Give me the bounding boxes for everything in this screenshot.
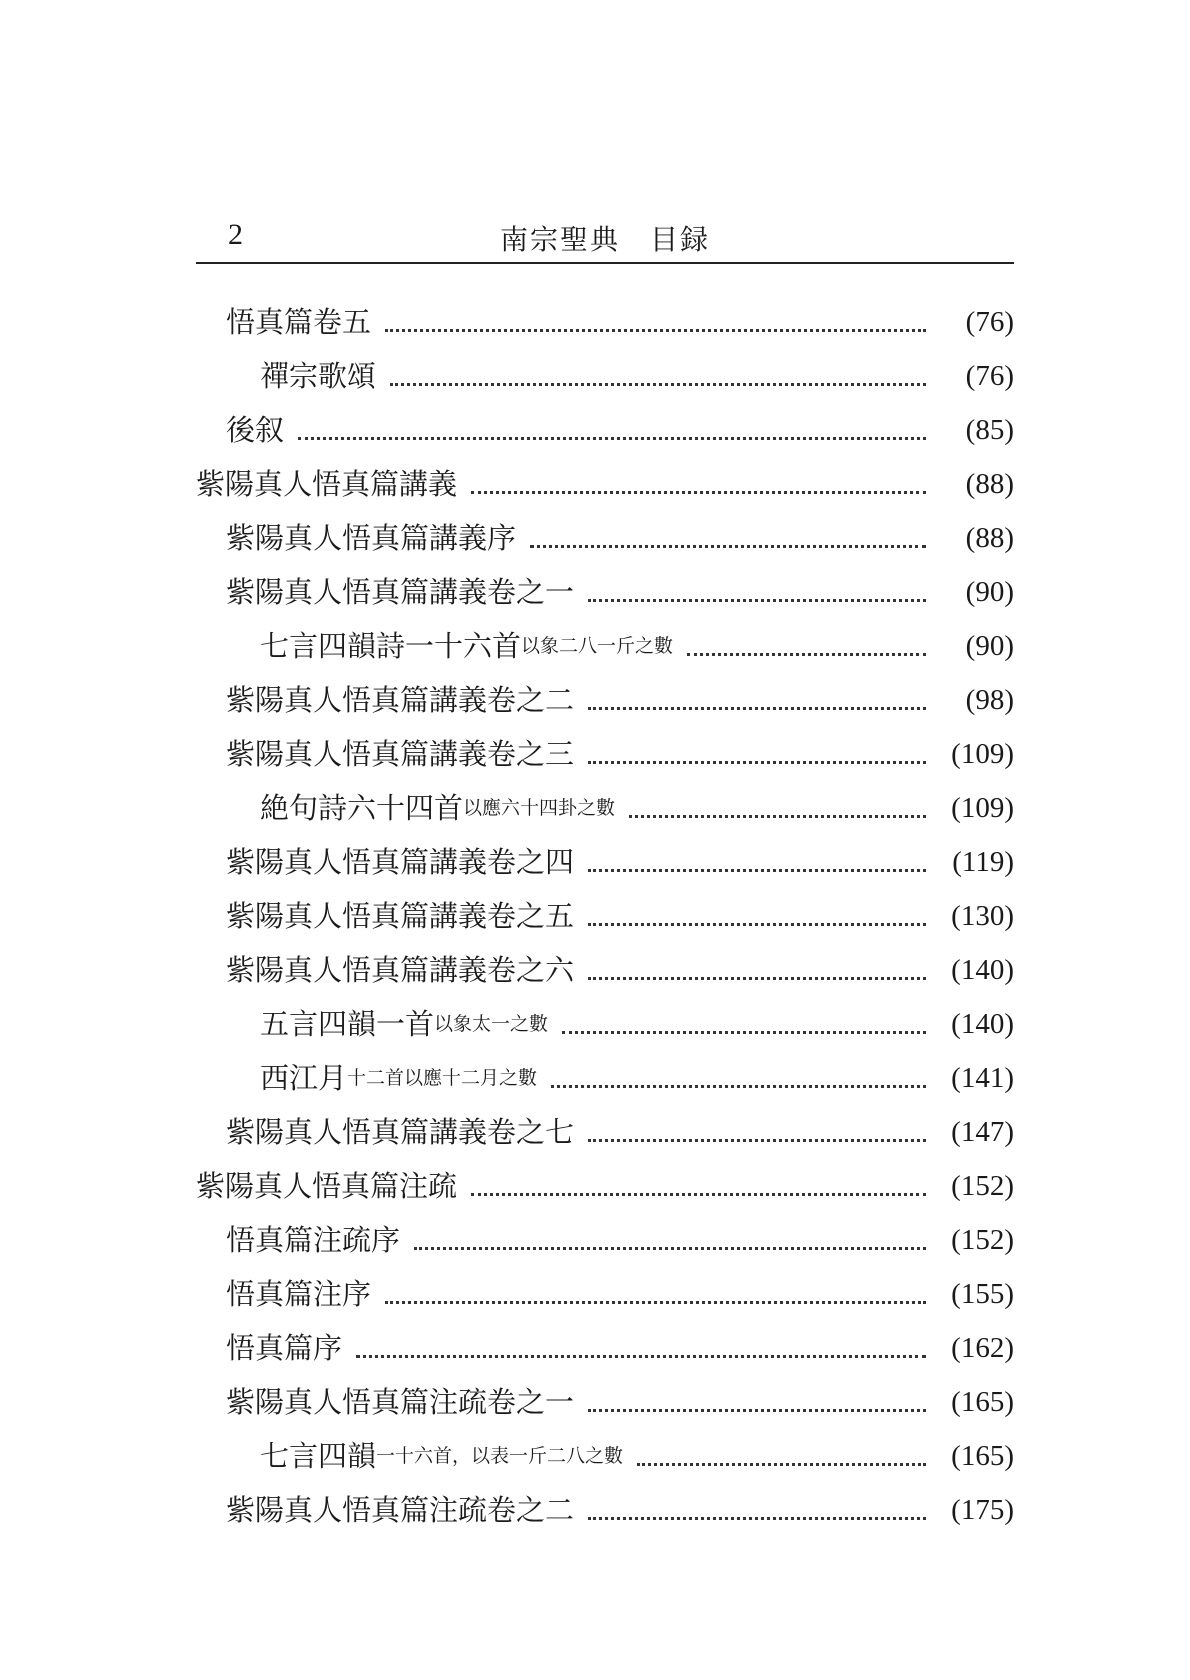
toc-entry-title: 紫陽真人悟真篇講義卷之四 — [226, 845, 575, 879]
toc-entry-title: 悟真篇注疏序 — [226, 1223, 401, 1257]
dot-leader — [637, 1463, 926, 1466]
toc-entry-title: 悟真篇注序 — [226, 1277, 372, 1311]
toc-entry-page: (76) — [965, 306, 1014, 338]
toc-entry — [196, 612, 1014, 666]
toc-entry-title: 紫陽真人悟真篇注疏 — [196, 1169, 458, 1203]
toc-entry — [196, 1260, 1014, 1314]
toc-entry-title: 紫陽真人悟真篇講義卷之三 — [226, 737, 575, 771]
dot-leader — [687, 653, 926, 656]
toc-entry-title: 禪宗歌頌 — [260, 359, 377, 393]
page-header — [196, 200, 1014, 264]
dot-leader — [385, 329, 926, 332]
toc-entry — [196, 666, 1014, 720]
toc-entry-note: 以應六十四卦之數 — [463, 797, 616, 819]
dot-leader — [414, 1247, 926, 1250]
toc-entry-page: (119) — [952, 846, 1014, 878]
page-number: 2 — [228, 218, 243, 251]
dot-leader — [530, 545, 926, 548]
toc-entry-note: 十二首以應十二月之數 — [347, 1067, 538, 1089]
toc-entry — [196, 1152, 1014, 1206]
toc-entry-page: (85) — [965, 414, 1014, 446]
toc-entry-title: 紫陽真人悟真篇注疏卷之一 — [226, 1385, 575, 1419]
toc-entry-title: 紫陽真人悟真篇講義卷之七 — [226, 1115, 575, 1149]
toc-entry-page: (90) — [965, 630, 1014, 662]
toc-entry — [196, 1476, 1014, 1530]
table-of-contents — [196, 288, 1014, 1530]
toc-entry-page: (162) — [951, 1332, 1014, 1364]
dot-leader — [629, 815, 926, 818]
toc-entry-page: (147) — [951, 1116, 1014, 1148]
toc-entry-title: 紫陽真人悟真篇講義卷之五 — [226, 899, 575, 933]
toc-entry — [196, 504, 1014, 558]
toc-entry — [196, 450, 1014, 504]
dot-leader — [551, 1085, 926, 1088]
toc-entry-title: 西江月 — [260, 1061, 348, 1095]
dot-leader — [390, 383, 926, 386]
dot-leader — [471, 1193, 926, 1196]
toc-entry-title: 後叙 — [226, 413, 285, 447]
toc-entry — [196, 342, 1014, 396]
toc-entry-page: (152) — [951, 1170, 1014, 1202]
toc-entry-page: (140) — [951, 1008, 1014, 1040]
toc-entry — [196, 1044, 1014, 1098]
toc-entry-title: 五言四韻一首 — [260, 1007, 435, 1041]
toc-entry-page: (88) — [965, 468, 1014, 500]
dot-leader — [588, 923, 926, 926]
toc-entry — [196, 774, 1014, 828]
toc-entry-page: (88) — [965, 522, 1014, 554]
toc-entry-page: (152) — [951, 1224, 1014, 1256]
toc-entry-page: (109) — [951, 738, 1014, 770]
toc-entry — [196, 1206, 1014, 1260]
toc-entry-page: (155) — [951, 1278, 1014, 1310]
toc-entry — [196, 1422, 1014, 1476]
toc-entry — [196, 882, 1014, 936]
dot-leader — [588, 977, 926, 980]
toc-entry — [196, 1368, 1014, 1422]
toc-entry — [196, 1098, 1014, 1152]
dot-leader — [562, 1031, 926, 1034]
dot-leader — [356, 1355, 926, 1358]
toc-entry — [196, 1314, 1014, 1368]
toc-entry-title: 七言四韻 — [260, 1439, 377, 1473]
toc-entry-page: (165) — [951, 1386, 1014, 1418]
toc-entry-title: 紫陽真人悟真篇講義序 — [226, 521, 517, 555]
toc-entry — [196, 990, 1014, 1044]
dot-leader — [298, 437, 926, 440]
toc-entry-page: (130) — [951, 900, 1014, 932]
toc-entry-page: (175) — [951, 1494, 1014, 1526]
toc-entry — [196, 828, 1014, 882]
toc-entry-note: 一十六首，以表一斤二八之數 — [376, 1445, 624, 1467]
toc-entry-note: 以象太一之數 — [434, 1013, 549, 1035]
toc-entry-title: 紫陽真人悟真篇講義卷之一 — [226, 575, 575, 609]
toc-entry-page: (109) — [951, 792, 1014, 824]
toc-entry-page: (76) — [965, 360, 1014, 392]
toc-entry-title: 悟真篇序 — [226, 1331, 343, 1365]
toc-entry — [196, 558, 1014, 612]
toc-entry-page: (90) — [965, 576, 1014, 608]
dot-leader — [588, 1409, 926, 1412]
toc-entry-page: (141) — [951, 1062, 1014, 1094]
toc-entry-title: 紫陽真人悟真篇講義卷之二 — [226, 683, 575, 717]
toc-entry-page: (98) — [965, 684, 1014, 716]
toc-entry — [196, 396, 1014, 450]
dot-leader — [385, 1301, 926, 1304]
toc-entry — [196, 288, 1014, 342]
dot-leader — [588, 599, 926, 602]
running-title: 南宗聖典 目録 — [499, 223, 710, 256]
dot-leader — [471, 491, 926, 494]
toc-entry-note: 以象二八一斤之數 — [521, 635, 674, 657]
toc-entry — [196, 720, 1014, 774]
dot-leader — [588, 761, 926, 764]
toc-entry-title: 紫陽真人悟真篇講義卷之六 — [226, 953, 575, 987]
dot-leader — [588, 1139, 926, 1142]
toc-entry-page: (165) — [951, 1440, 1014, 1472]
dot-leader — [588, 869, 926, 872]
toc-entry-title: 紫陽真人悟真篇講義 — [196, 467, 458, 501]
dot-leader — [588, 1517, 926, 1520]
dot-leader — [588, 707, 926, 710]
toc-entry-title: 悟真篇卷五 — [226, 305, 372, 339]
toc-entry-title: 七言四韻詩一十六首 — [260, 629, 522, 663]
toc-entry-title: 紫陽真人悟真篇注疏卷之二 — [226, 1493, 575, 1527]
toc-entry-title: 絶句詩六十四首 — [260, 791, 464, 825]
toc-entry-page: (140) — [951, 954, 1014, 986]
toc-entry — [196, 936, 1014, 990]
